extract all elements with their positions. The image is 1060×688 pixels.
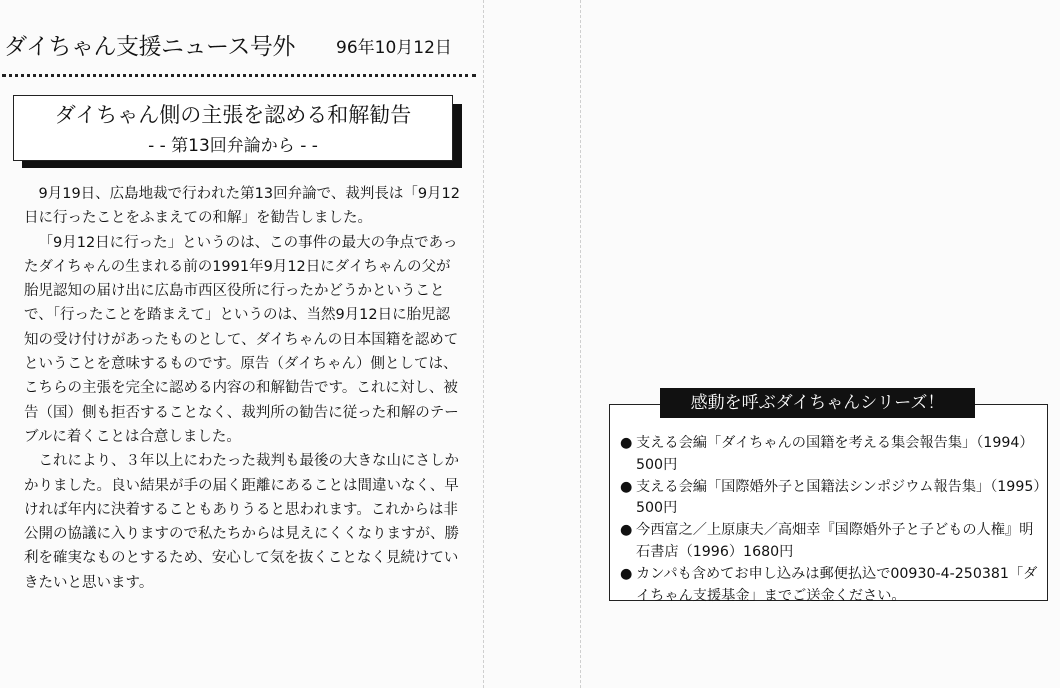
article-paragraph: これにより、３年以上にわたった裁判も最後の大きな山にさしかかりました。良い結果が手の届く距離にあることは間違いなく、早ければ年内に決着することもありうると思われます。これからは非公開の協議に入りますので私たちからは見えにくくなりますが、勝利を確実なものとするため、安心して気を抜くことなく見続けていきたいと思います。	[24, 453, 459, 591]
list-item	[620, 564, 1044, 608]
list-item	[620, 433, 1044, 477]
issue-date: 96年10月12日	[336, 38, 452, 58]
list-item-text: 支える会編「国際婚外子と国籍法シンポジウム報告集」（1995）500円	[636, 478, 1041, 517]
series-title: 感動を呼ぶダイちゃんシリーズ！	[660, 388, 975, 418]
dotted-divider	[2, 74, 476, 77]
list-item-text: カンパも含めてお申し込みは郵便払込で00930-4-250381「ダイちゃん支援基金」までご送金ください。	[636, 565, 1038, 604]
list-item-text: 今西富之／上原康夫／高畑幸『国際婚外子と子どもの人権』明石書店（1996）1680円	[636, 522, 1034, 560]
article-paragraph: 「9月12日に行った」というのは、この事件の最大の争点であったダイちゃんの生まれる前の1991年9月12日にダイちゃんの父が胎児認知の届け出に広島市西区役所に行ったかどうかということで、「行ったことを踏まえて」というのは、当然9月12日に胎児認知の受け付けがあったものとして、ダイちゃんの日本国籍を認めてということを意味するものです。原告（ダイちゃん）側としては、こちらの主張を完全に認める内容の和解勧告です。これに対し、被告（国）側も拒否することなく、裁判所の勧告に従った和解のテーブルに着くことは合意しました。	[24, 234, 459, 445]
fold-line-left	[483, 0, 484, 688]
list-item-text: 支える会編「ダイちゃんの国籍を考える集会報告集」（1994）500円	[636, 435, 1034, 473]
bullet-icon: ●	[620, 565, 633, 582]
article-body	[24, 182, 464, 595]
list-item	[620, 520, 1044, 564]
headline-box	[13, 95, 453, 161]
bullet-icon: ●	[620, 522, 633, 539]
series-list	[620, 433, 1044, 607]
fold-line-right	[580, 0, 581, 688]
headline-sub: - - 第13回弁論から - -	[148, 136, 318, 156]
newsletter-title: ダイちゃん支援ニュース号外	[4, 34, 295, 60]
headline-main: ダイちゃん側の主張を認める和解勧告	[54, 103, 412, 127]
bullet-icon: ●	[620, 478, 633, 495]
list-item	[620, 477, 1044, 521]
bullet-icon: ●	[620, 435, 633, 451]
article-paragraph: 9月19日、広島地裁で行われた第13回弁論で、裁判長は「9月12日に行ったことをふまえての和解」を勧告しました。	[24, 186, 461, 227]
